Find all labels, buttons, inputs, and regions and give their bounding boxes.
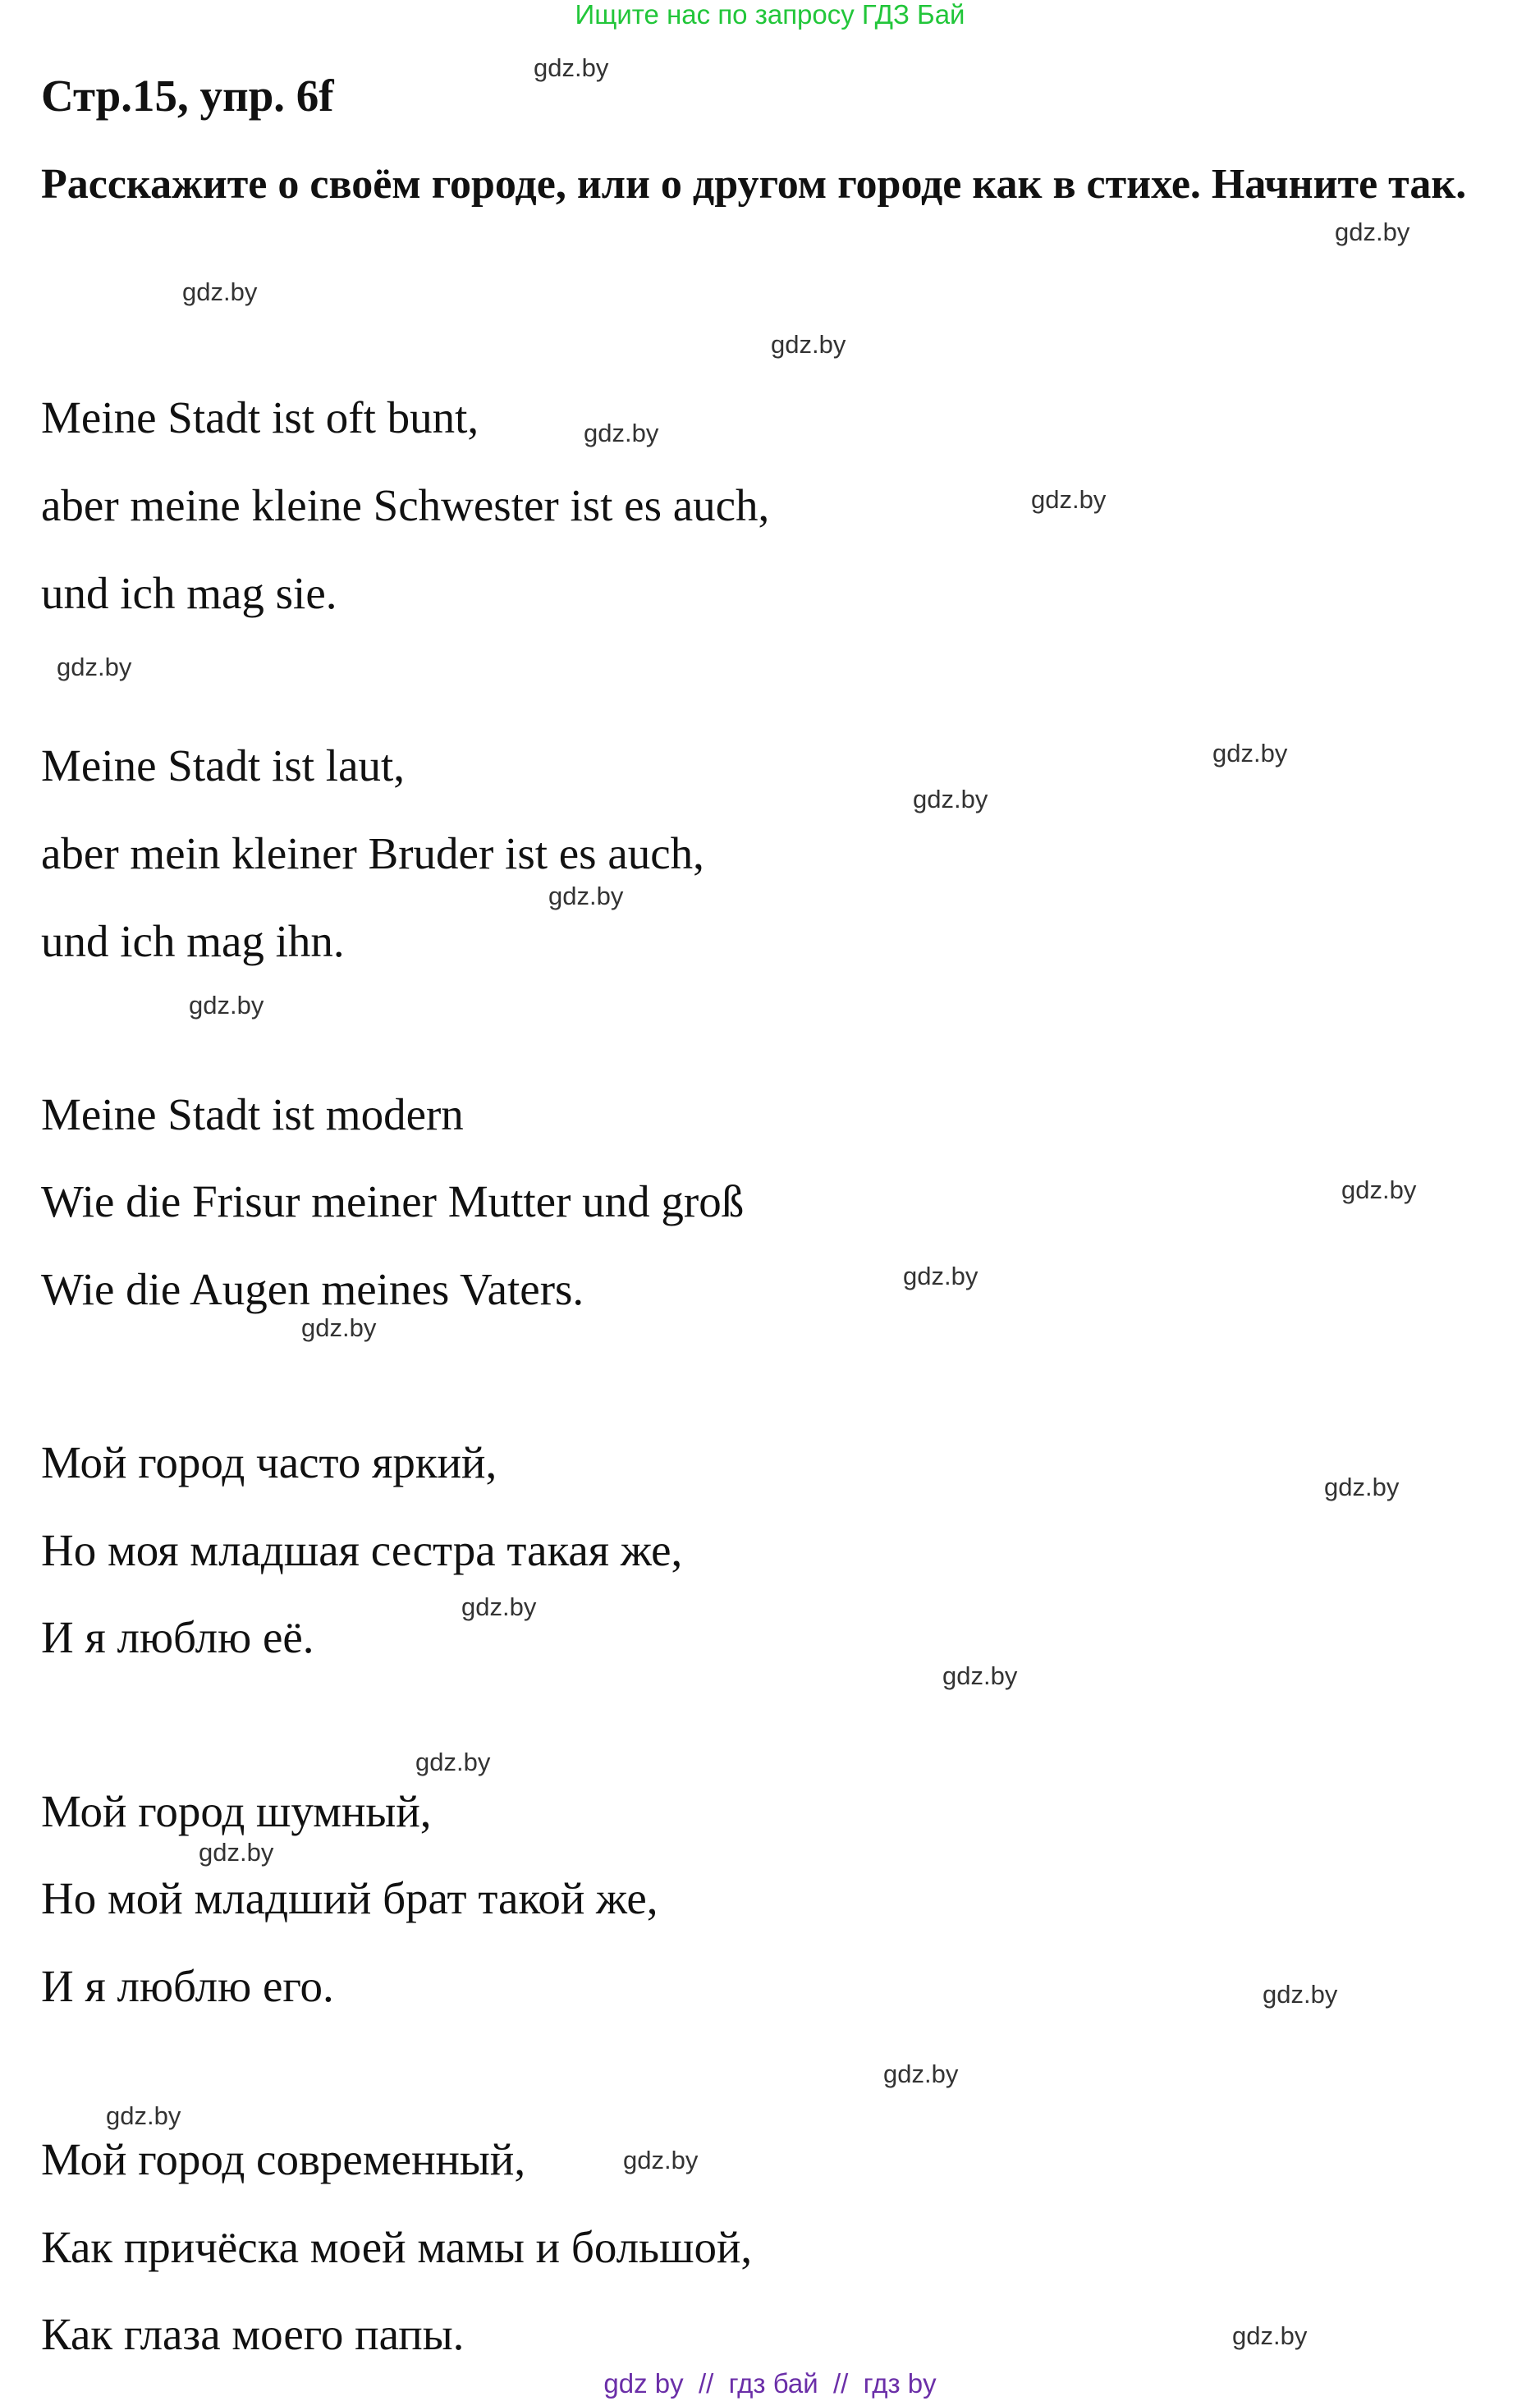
task-instruction: Расскажите о своём городе, или о другом городе как в стихе. Начните так.	[41, 161, 1467, 208]
watermark: gdz.by	[1324, 1473, 1400, 1501]
watermark: gdz.by	[942, 1661, 1018, 1690]
footer-links[interactable]: gdz by // гдз бай // гдз by	[603, 2368, 937, 2399]
poem-line: И я люблю его.	[41, 1961, 334, 2011]
watermark: gdz.by	[301, 1313, 377, 1342]
watermark: gdz.by	[1341, 1175, 1417, 1204]
poem-line: Как причёска моей мамы и большой,	[41, 2222, 753, 2272]
poem-line: Meine Stadt ist modern	[41, 1089, 464, 1139]
poem-line: aber mein kleiner Bruder ist es auch,	[41, 828, 704, 878]
poem-line: Wie die Frisur meiner Mutter und groß	[41, 1176, 745, 1226]
watermark: gdz.by	[883, 2060, 959, 2088]
poem-line: und ich mag sie.	[41, 568, 337, 618]
poem-line: Wie die Augen meines Vaters.	[41, 1264, 584, 1314]
watermark: gdz.by	[913, 785, 988, 813]
watermark: gdz.by	[1212, 739, 1288, 767]
watermark: gdz.by	[461, 1592, 537, 1621]
watermark: gdz.by	[415, 1748, 491, 1776]
watermark: gdz.by	[106, 2101, 181, 2130]
watermark: gdz.by	[623, 2146, 699, 2174]
watermark: gdz.by	[199, 1838, 274, 1867]
watermark: gdz.by	[548, 882, 624, 910]
poem-line: И я люблю её.	[41, 1612, 314, 1662]
watermark: gdz.by	[1232, 2321, 1308, 2350]
poem-line: Meine Stadt ist oft bunt,	[41, 392, 479, 442]
watermark: gdz.by	[189, 991, 264, 1020]
poem-line: Но моя младшая сестра такая же,	[41, 1525, 683, 1575]
watermark: gdz.by	[534, 53, 609, 82]
poem-line: und ich mag ihn.	[41, 916, 345, 966]
watermark: gdz.by	[1335, 218, 1410, 246]
watermark: gdz.by	[1263, 1980, 1338, 2009]
watermark: gdz.by	[57, 653, 132, 681]
page-title: Стр.15, упр. 6f	[41, 71, 334, 121]
poem-line: Мой город современный,	[41, 2134, 526, 2184]
poem-line: Но мой младший брат такой же,	[41, 1873, 658, 1923]
poem-line: aber meine kleine Schwester ist es auch,	[41, 480, 770, 530]
watermark: gdz.by	[771, 330, 846, 359]
poem-line: Meine Stadt ist laut,	[41, 740, 406, 790]
poem-line: Мой город шумный,	[41, 1786, 432, 1836]
top-banner[interactable]: Ищите нас по запросу ГДЗ Бай	[575, 0, 965, 30]
watermark: gdz.by	[584, 419, 659, 447]
poem-line: Как глаза моего папы.	[41, 2309, 465, 2359]
watermark: gdz.by	[1031, 485, 1107, 514]
watermark: gdz.by	[903, 1262, 979, 1290]
watermark: gdz.by	[182, 277, 258, 306]
poem-line: Мой город часто яркий,	[41, 1437, 497, 1487]
